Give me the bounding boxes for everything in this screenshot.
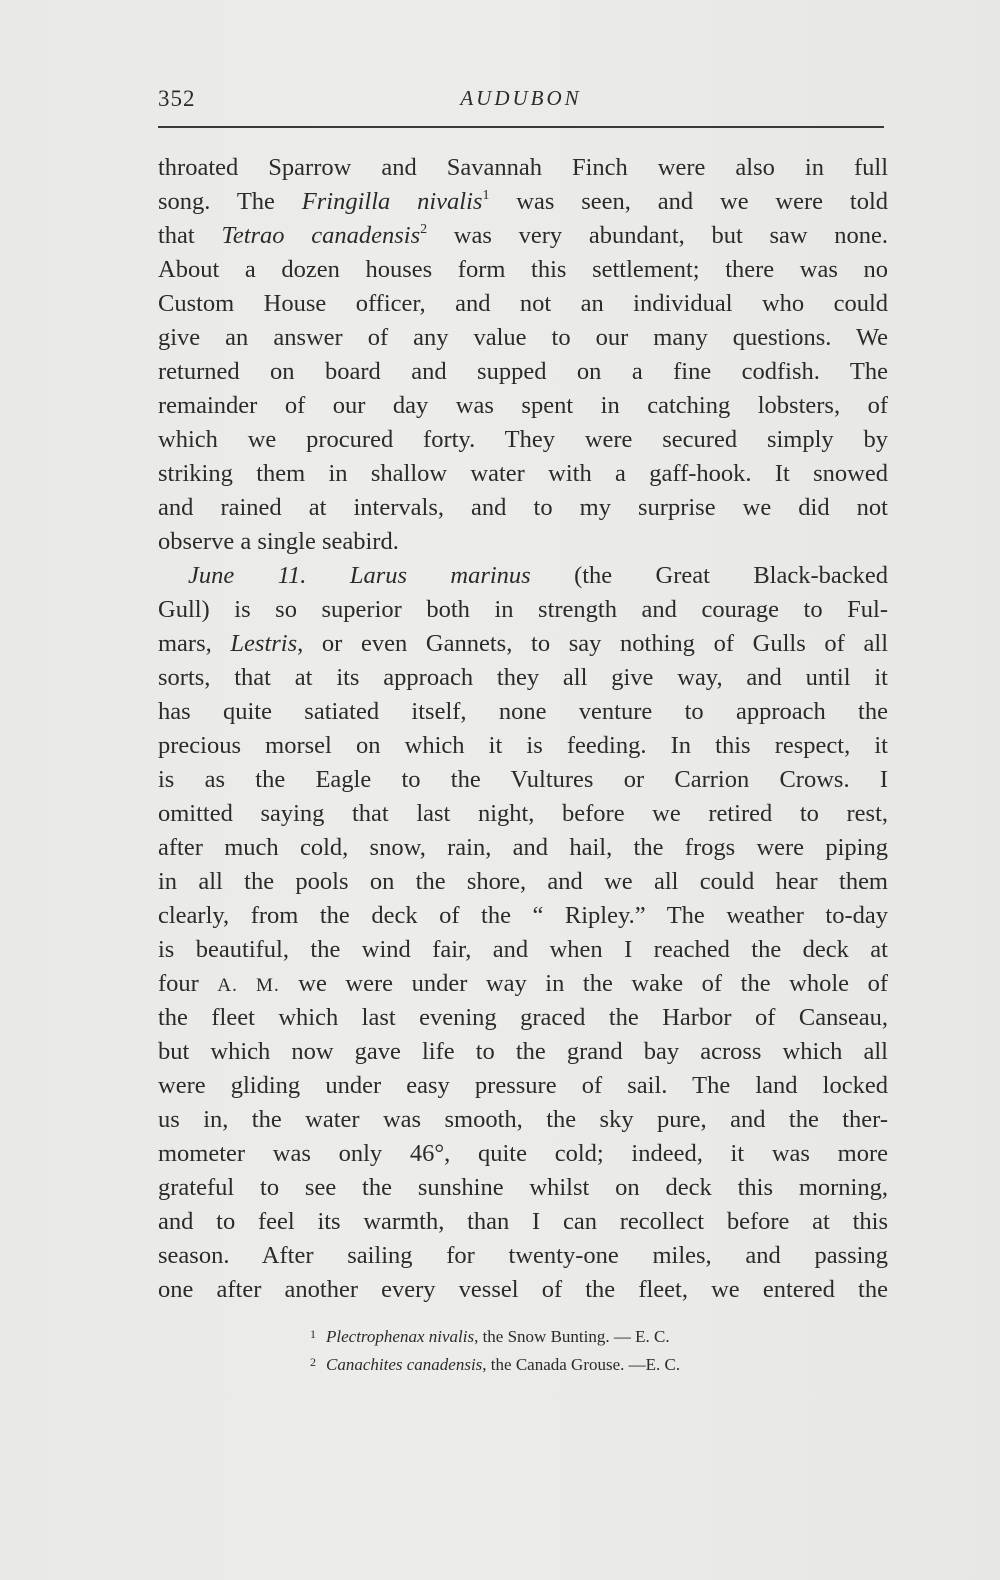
text-segment: was very abundant, but saw none. <box>427 222 888 249</box>
text-segment: is as the Eagle to the Vultures or Carrion Crows. I <box>158 766 888 793</box>
page-header <box>158 86 884 126</box>
text-segment: song. The <box>158 188 302 215</box>
footnote <box>310 1320 870 1348</box>
text-segment: Custom House officer, and not an individual who could <box>158 290 888 317</box>
text-segment: were gliding under easy pressure of sail. The land locked <box>158 1072 888 1099</box>
text-segment: Gull) is so superior both in strength and courage to Ful- <box>158 596 888 623</box>
text-line <box>158 1239 888 1273</box>
text-line <box>158 491 888 525</box>
running-head: AUDUBON <box>460 86 582 110</box>
text-line <box>158 219 888 253</box>
text-line <box>158 321 888 355</box>
text-segment: remainder of our day was spent in catching lobsters, of <box>158 392 888 419</box>
text-line <box>158 525 888 559</box>
text-line <box>158 729 888 763</box>
text-segment: June 11. <box>188 562 307 589</box>
text-line <box>158 1103 888 1137</box>
page-number: 352 <box>158 86 196 111</box>
text-segment: precious morsel on which it is feeding. In this respect, it <box>158 732 888 759</box>
text-segment: grateful to see the sunshine whilst on deck this morning, <box>158 1174 888 1201</box>
text-line <box>158 355 888 389</box>
text-line <box>158 253 888 287</box>
footnote <box>310 1348 870 1376</box>
footnote-reference: 1 <box>482 188 490 203</box>
footnote-mark: 1 <box>310 1327 316 1341</box>
text-line <box>158 1171 888 1205</box>
text-segment: that <box>158 222 222 249</box>
text-line <box>158 151 888 185</box>
footnote-mark: 2 <box>310 1355 316 1369</box>
text-line <box>158 389 888 423</box>
text-segment: season. After sailing for twenty-one miles, and passing <box>158 1242 888 1269</box>
body-text <box>158 151 888 1307</box>
header-rule <box>158 126 884 128</box>
text-line <box>158 185 888 219</box>
text-line <box>158 831 888 865</box>
text-line <box>158 695 888 729</box>
text-segment: , the Snow Bunting. — E. C. <box>474 1327 670 1346</box>
text-segment: Canachites canadensis <box>326 1355 483 1374</box>
footnote-reference: 2 <box>420 222 428 237</box>
text-segment: has quite satiated itself, none venture to approach the <box>158 698 888 725</box>
text-line <box>158 967 888 1001</box>
text-segment: striking them in shallow water with a gaff-hook. It snowed <box>158 460 888 487</box>
text-line <box>158 627 888 661</box>
text-segment: throated Sparrow and Savannah Finch were also in full <box>158 154 888 181</box>
text-segment: A. M. <box>217 975 280 996</box>
text-segment: About a dozen houses form this settlement; there was no <box>158 256 888 283</box>
text-segment <box>306 562 349 589</box>
text-segment: and rained at intervals, and to my surprise we did not <box>158 494 888 521</box>
text-line <box>158 423 888 457</box>
text-line <box>158 457 888 491</box>
text-segment: omitted saying that last night, before we retired to rest, <box>158 800 888 827</box>
text-segment: one after another every vessel of the fleet, we entered the <box>158 1276 888 1303</box>
text-line <box>158 933 888 967</box>
text-segment: which we procured forty. They were secured simply by <box>158 426 888 453</box>
text-line <box>158 661 888 695</box>
text-segment: mometer was only 46°, quite cold; indeed, it was more <box>158 1140 888 1167</box>
text-segment: observe a single seabird. <box>158 528 399 555</box>
text-line <box>158 763 888 797</box>
text-segment: (the Great Black-backed <box>530 562 888 589</box>
text-segment: four <box>158 970 218 997</box>
text-segment: Larus marinus <box>349 562 531 589</box>
text-segment: Plectrophenax nivalis <box>326 1327 475 1346</box>
text-segment: is beautiful, the wind fair, and when I reached the deck at <box>158 936 888 963</box>
text-line <box>158 287 888 321</box>
text-segment: us in, the water was smooth, the sky pure, and the ther- <box>158 1106 888 1133</box>
text-line <box>158 1035 888 1069</box>
text-segment: Tetrao canadensis <box>221 222 421 249</box>
text-line <box>158 1137 888 1171</box>
text-segment: in all the pools on the shore, and we all could hear them <box>158 868 888 895</box>
text-segment: we were under way in the wake of the whole of <box>279 970 888 997</box>
text-segment: sorts, that at its approach they all give way, and until it <box>158 664 888 691</box>
text-segment: give an answer of any value to our many questions. We <box>158 324 888 351</box>
text-segment: Fringilla nivalis <box>301 188 483 215</box>
text-segment: after much cold, snow, rain, and hail, the frogs were piping <box>158 834 888 861</box>
text-line <box>158 1205 888 1239</box>
text-segment: was seen, and we were told <box>489 188 889 215</box>
text-line <box>158 1001 888 1035</box>
text-segment: mars, <box>158 630 231 657</box>
text-segment: , or even Gannets, to say nothing of Gulls of all <box>297 630 888 657</box>
text-segment: Lestris <box>230 630 298 657</box>
text-line <box>158 593 888 627</box>
text-segment: but which now gave life to the grand bay across which all <box>158 1038 888 1065</box>
text-line <box>158 797 888 831</box>
text-line <box>158 899 888 933</box>
text-line <box>158 1273 888 1307</box>
text-segment: , the Canada Grouse. —E. C. <box>482 1355 681 1374</box>
text-line <box>158 1069 888 1103</box>
text-segment: returned on board and supped on a fine codfish. The <box>158 358 888 385</box>
footnotes <box>310 1320 870 1376</box>
text-segment: the fleet which last evening graced the Harbor of Canseau, <box>158 1004 888 1031</box>
text-line <box>158 865 888 899</box>
text-line <box>158 559 888 593</box>
text-segment: clearly, from the deck of the “ Ripley.” The weather to-day <box>158 902 888 929</box>
text-segment: and to feel its warmth, than I can recollect before at this <box>158 1208 888 1235</box>
